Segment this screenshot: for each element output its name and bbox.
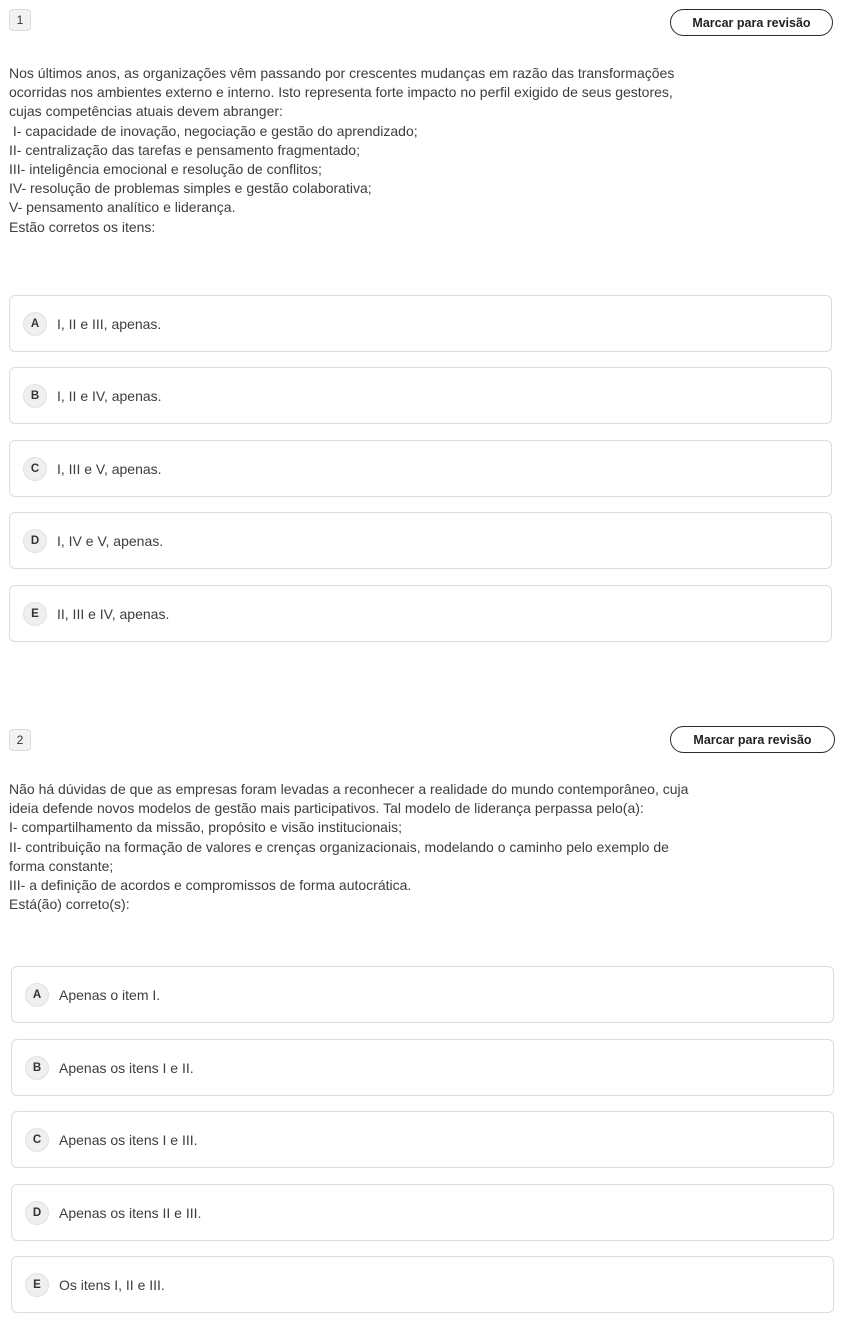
mark-for-review-button[interactable]: Marcar para revisão (670, 9, 833, 36)
answer-option-b[interactable] (9, 367, 832, 424)
option-text: I, III e V, apenas. (57, 460, 162, 477)
option-letter-badge: B (23, 384, 47, 408)
stem-line: ideia defende novos modelos de gestão mais participativos. Tal modelo de liderança perpassa pelo(a): (9, 800, 644, 817)
option-letter-badge: D (25, 1201, 49, 1225)
option-letter-badge: A (23, 312, 47, 336)
answer-option-b[interactable] (11, 1039, 834, 1096)
option-text: Apenas o item I. (59, 986, 161, 1003)
answer-option-e[interactable] (9, 585, 832, 642)
option-letter-badge: E (25, 1273, 49, 1297)
answer-option-a[interactable] (9, 295, 832, 352)
option-letter-badge: E (23, 602, 47, 626)
option-letter-badge: C (25, 1128, 49, 1152)
option-letter-badge: C (23, 457, 47, 481)
option-letter-badge: B (25, 1056, 49, 1080)
stem-line: cujas competências atuais devem abranger: (9, 103, 283, 120)
option-text: I, II e III, apenas. (57, 315, 162, 332)
question-number-badge: 1 (9, 9, 31, 31)
option-letter-badge: D (23, 529, 47, 553)
stem-line: Nos últimos anos, as organizações vêm passando por crescentes mudanças em razão das transformações (9, 65, 675, 81)
option-text: Apenas os itens I e II. (59, 1059, 194, 1076)
stem-line: Está(ão) correto(s): (9, 896, 130, 913)
stem-line: II- centralização das tarefas e pensamento fragmentado; (9, 141, 360, 158)
answer-option-a[interactable] (11, 966, 834, 1023)
answer-option-d[interactable] (9, 512, 832, 569)
answer-option-c[interactable] (11, 1111, 834, 1168)
stem-line: Não há dúvidas de que as empresas foram levadas a reconhecer a realidade do mundo contemporâneo, cuja (9, 781, 689, 797)
answer-option-e[interactable] (11, 1256, 834, 1313)
question-stem (9, 64, 674, 237)
stem-line: I- compartilhamento da missão, propósito e visão institucionais; (9, 819, 402, 836)
option-text: II, III e IV, apenas. (57, 605, 170, 622)
option-text: Os itens I, II e III. (59, 1276, 165, 1293)
mark-for-review-button[interactable]: Marcar para revisão (670, 726, 835, 753)
question-number-badge: 2 (9, 729, 31, 751)
answer-option-d[interactable] (11, 1184, 834, 1241)
option-text: Apenas os itens II e III. (59, 1204, 202, 1221)
stem-line: III- a definição de acordos e compromissos de forma autocrática. (9, 877, 412, 894)
stem-line: V- pensamento analítico e liderança. (9, 199, 236, 216)
stem-line: II- contribuição na formação de valores e crenças organizacionais, modelando o caminho pelo exemplo de (9, 838, 669, 855)
stem-line: forma constante; (9, 857, 114, 874)
stem-line: ocorridas nos ambientes externo e interno. Isto representa forte impacto no perfil exigido de seus gestores, (9, 84, 673, 101)
question-stem (9, 780, 688, 914)
option-text: Apenas os itens I e III. (59, 1131, 198, 1148)
stem-line: IV- resolução de problemas simples e gestão colaborativa; (9, 180, 372, 197)
stem-line: I- capacidade de inovação, negociação e gestão do aprendizado; (9, 122, 418, 139)
stem-line: Estão corretos os itens: (9, 218, 156, 235)
answer-option-c[interactable] (9, 440, 832, 497)
stem-line: III- inteligência emocional e resolução de conflitos; (9, 161, 322, 178)
option-letter-badge: A (25, 983, 49, 1007)
option-text: I, IV e V, apenas. (57, 532, 164, 549)
option-text: I, II e IV, apenas. (57, 387, 162, 404)
